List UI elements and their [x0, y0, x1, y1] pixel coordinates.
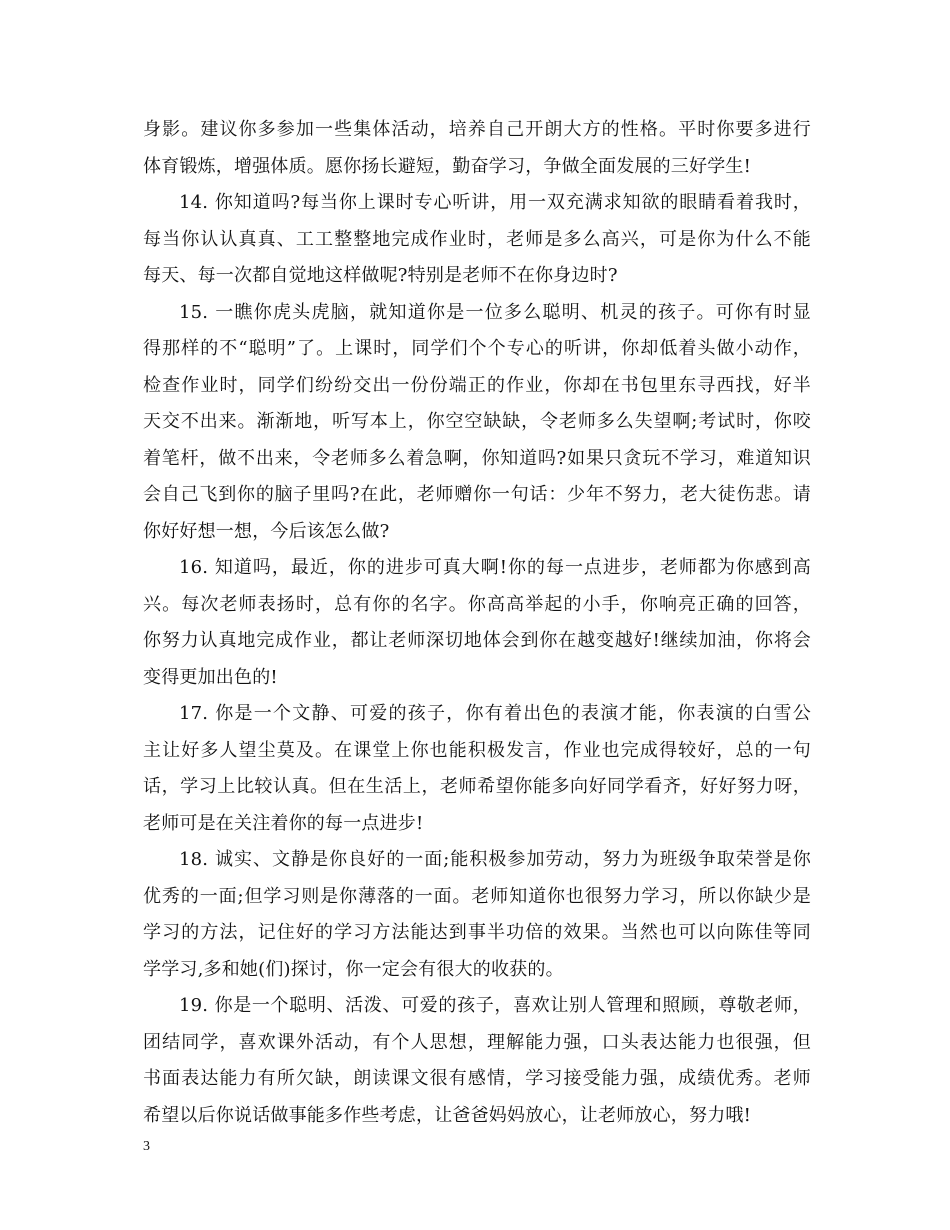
- text-line: 老师可是在关注着你的每一点进步!: [143, 812, 424, 834]
- text-line: 19. 你是一个聪明、活泼、可爱的孩子，喜欢让别人管理和照顾，尊敬老师，: [179, 995, 811, 1016]
- text-line: 话，学习上比较认真。但在生活上，老师希望你能多向好同学看齐，好好努力呀，: [143, 776, 811, 797]
- page-number: 3: [143, 1139, 150, 1154]
- paragraph-continuation: [143, 112, 811, 185]
- text-line: 希望以后你说话做事能多作些考虑，让爸爸妈妈放心，让老师放心，努力哦!: [143, 1104, 752, 1126]
- page-content: [143, 112, 811, 1134]
- text-line: 天交不出来。渐渐地，听写本上，你空空缺缺，令老师多么失望啊;考试时，你咬: [143, 411, 811, 432]
- paragraph-18: [143, 842, 811, 988]
- text-line: 着笔杆，做不出来，令老师多么着急啊，你知道吗?如果只贪玩不学习，难道知识: [143, 447, 811, 469]
- text-line: 团结同学，喜欢课外活动，有个人思想，理解能力强，口头表达能力也很强，但: [143, 1031, 811, 1053]
- text-line: 你努力认真地完成作业，都让老师深切地体会到你在越变越好!继续加油，你将会: [143, 630, 811, 651]
- text-line: 15. 一瞧你虎头虎脑，就知道你是一位多么聪明、机灵的孩子。可你有时显: [179, 301, 811, 323]
- text-line: 16. 知道吗，最近，你的进步可真大啊!你的每一点进步，老师都为你感到高: [179, 557, 811, 578]
- text-line: 17. 你是一个文静、可爱的孩子，你有着出色的表演才能，你表演的白雪公: [179, 703, 811, 724]
- text-line: 身影。建议你多参加一些集体活动，培养自己开朗大方的性格。平时你要多进行: [143, 119, 811, 140]
- text-line: 每天、每一次都自觉地这样做呢?特别是老师不在你身边时?: [143, 265, 618, 286]
- text-line: 得那样的不“聪明”了。上课时，同学们个个专心的听讲，你却低着头做小动作，: [143, 338, 811, 359]
- paragraph-19: [143, 988, 811, 1134]
- text-line: 学习的方法，记住好的学习方法能达到事半功倍的效果。当然也可以向陈佳等同: [143, 922, 811, 943]
- text-line: 书面表达能力有所欠缺，朗读课文很有感情，学习接受能力强，成绩优秀。老师: [143, 1068, 811, 1089]
- text-line: 主让好多人望尘莫及。在课堂上你也能积极发言，作业也完成得较好，总的一句: [143, 739, 811, 761]
- text-line: 检查作业时，同学们纷纷交出一份份端正的作业，你却在书包里东寻西找，好半: [143, 374, 811, 396]
- text-line: 兴。每次老师表扬时，总有你的名字。你高高举起的小手，你响亮正确的回答，: [143, 593, 811, 615]
- paragraph-15: [143, 295, 811, 551]
- text-line: 你好好想一想，今后该怎么做?: [143, 520, 390, 542]
- paragraph-17: [143, 696, 811, 842]
- text-line: 18. 诚实、文静是你良好的一面;能积极参加劳动，努力为班级争取荣誉是你: [179, 849, 811, 870]
- paragraph-16: [143, 550, 811, 696]
- text-line: 学学习,多和她(们)探讨，你一定会有很大的收获的。: [143, 958, 564, 980]
- text-line: 变得更加出色的!: [143, 666, 278, 688]
- text-line: 14. 你知道吗?每当你上课时专心听讲，用一双充满求知欲的眼睛看着我时，: [179, 192, 811, 213]
- text-line: 优秀的一面;但学习则是你薄落的一面。老师知道你也很努力学习，所以你缺少是: [143, 885, 811, 907]
- text-line: 会自己飞到你的脑子里吗?在此，老师赠你一句话：少年不努力，老大徒伤悲。请: [143, 484, 811, 505]
- text-line: 体育锻炼，增强体质。愿你扬长避短，勤奋学习，争做全面发展的三好学生!: [143, 155, 752, 177]
- text-line: 每当你认认真真、工工整整地完成作业时，老师是多么高兴，可是你为什么不能: [143, 228, 811, 250]
- paragraph-14: [143, 185, 811, 295]
